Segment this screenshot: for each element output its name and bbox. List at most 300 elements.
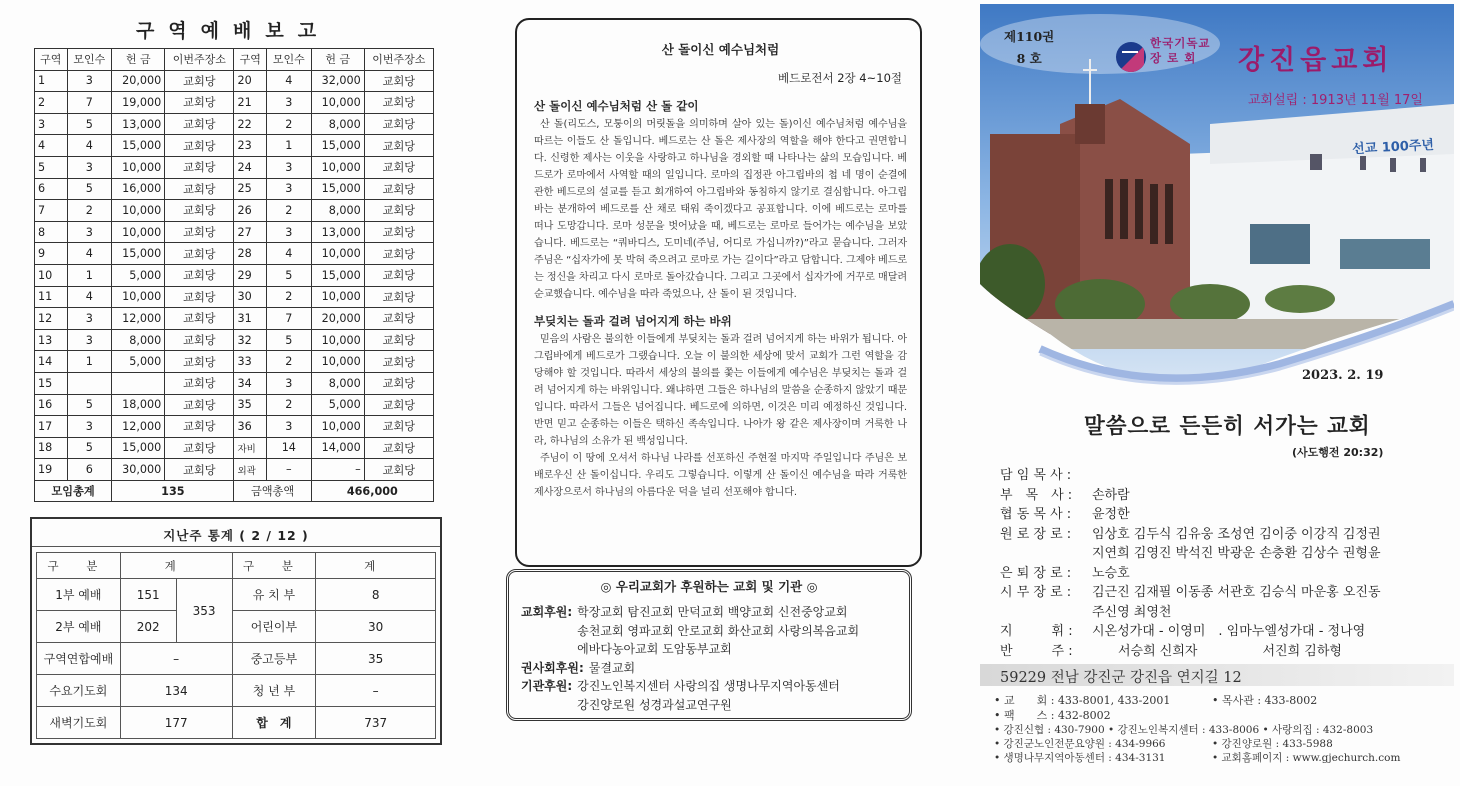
staff-names: 김근진 김재필 이동종 서관호 김승식 마운홍 오진동: [1092, 585, 1381, 600]
report-cell: 5: [67, 113, 112, 135]
staff-role: 지 휘 :: [1000, 624, 1073, 639]
sermon-heading-1: 산 돌이신 예수님처럼 산 돌 같이: [534, 99, 699, 113]
staff-row: [1000, 505, 1450, 525]
report-cell: 28: [234, 243, 267, 265]
staff-names: [1092, 466, 1450, 486]
district-report-table: [34, 48, 434, 502]
report-cell: 5,000: [112, 264, 165, 286]
weekly-row-label-right: 유 치 부: [232, 579, 316, 611]
staff-role: 시 무 장 로 :: [1000, 585, 1072, 600]
staff-names: 윤정한: [1092, 507, 1130, 522]
contact-facilities: • 강진신협 : 430-7900 • 강진노인복지센터 : 433-8006 • 사랑의집 : 432-8003: [994, 724, 1374, 736]
report-row: [35, 92, 434, 114]
report-row: [35, 221, 434, 243]
report-cell: 15: [35, 372, 68, 394]
report-row: [35, 113, 434, 135]
report-cell: 10,000: [311, 286, 364, 308]
weekly-row-value: 151: [120, 579, 176, 611]
report-column-header: 구역: [234, 49, 267, 71]
report-cell: 21: [234, 92, 267, 114]
report-cell: 5: [35, 156, 68, 178]
staff-names: 주신영 최영천: [1092, 604, 1172, 620]
weekly-row-value-right: –: [316, 675, 436, 707]
report-cell: 10,000: [311, 351, 364, 373]
report-row: [35, 135, 434, 157]
address-line: 59229 전남 강진군 강진읍 연지길 12: [1000, 670, 1242, 686]
report-cell: 6: [67, 459, 112, 481]
denomination-line-1: 한국기독교: [1150, 36, 1211, 50]
weekly-row: [37, 611, 436, 643]
report-cell: 3: [266, 221, 311, 243]
founded-date: 교회설립 : 1913년 11월 17일: [1248, 93, 1423, 108]
report-cell: 교회당: [364, 437, 433, 459]
weekly-row-value: –: [120, 643, 232, 675]
report-row: [35, 329, 434, 351]
report-cell: 8,000: [311, 113, 364, 135]
report-cell: 35: [234, 394, 267, 416]
weekly-stats-box: [30, 517, 442, 745]
staff-role: [1000, 603, 1092, 623]
weekly-row-value-right: 737: [316, 707, 436, 739]
supporters-title: ◎ 우리교회가 후원하는 교회 및 기관 ◎: [600, 579, 818, 594]
weekly-row: [37, 579, 436, 611]
report-row: [35, 308, 434, 330]
report-row: [35, 264, 434, 286]
contact-nursing: • 강진군노인전문요양원 : 434-9966: [994, 738, 1166, 750]
report-row: [35, 156, 434, 178]
org-support-line: 강진노인복지센터 사랑의집 생명나무지역아동센터: [577, 679, 840, 693]
report-cell: 3: [67, 70, 112, 92]
sermon-paragraph-2: 믿음의 사람은 불의한 이들에게 부딪치는 돌과 걸려 넘어지게 하는 바위가 됩니다. 아그립바에게 베드로가 그랬습니다. 오늘 이 불의한 세상에 맞서 교회가 그런 역할을 감당해야 할 것입니다. 따라서 세상의 불의를 쫓는 이들에게 예수님은 부딪치는 돌과 걸려 넘어지게 하는 바위입니다. 왜냐하면 그들은 하나님의 말씀을 순종하지 않았기 때문입니다. 따라서 그들은 넘어집니다. 베드로에 의하면, 이것은 미리 예정하신 것입니다. 반면 믿고 순종하는 이들은 택하신 족속입니다. 나아가 왕 같은 제사장이며 거룩한 나라, 하나님의 소유가 된 백성입니다.: [534, 334, 907, 447]
staff-row: [1000, 486, 1450, 506]
report-row: [35, 243, 434, 265]
report-cell: –: [266, 459, 311, 481]
report-cell: 교회당: [364, 351, 433, 373]
report-cell: 5,000: [112, 351, 165, 373]
report-column-header: 모인수: [67, 49, 112, 71]
report-cell: 교회당: [364, 243, 433, 265]
weekly-row-label: 수요기도회: [37, 675, 121, 707]
right-panel: [980, 4, 1454, 784]
church-support-row: [521, 603, 897, 659]
report-cell: 교회당: [364, 308, 433, 330]
weekly-row-value: 202: [120, 611, 176, 643]
weekly-service-total: 353: [176, 579, 232, 643]
report-cell: 4: [67, 286, 112, 308]
report-cell: 15,000: [112, 135, 165, 157]
report-cell: 10,000: [112, 221, 165, 243]
staff-names: 손하람: [1092, 487, 1130, 503]
report-cell: 19,000: [112, 92, 165, 114]
report-cell: 12,000: [112, 308, 165, 330]
sermon-reference: 베드로전서 2장 4~10절: [778, 71, 902, 85]
report-row: [35, 178, 434, 200]
church-support-label: 교회후원:: [521, 605, 573, 619]
report-cell: 3: [266, 156, 311, 178]
report-cell: 14: [266, 437, 311, 459]
report-cell: 4: [67, 135, 112, 157]
report-cell: 12,000: [112, 416, 165, 438]
report-cell: 교회당: [165, 416, 234, 438]
weekly-h-count: 계: [120, 553, 232, 579]
report-cell: 3: [67, 156, 112, 178]
report-cell: 교회당: [364, 200, 433, 222]
report-cell: 29: [234, 264, 267, 286]
weekly-header-row: [37, 553, 436, 579]
report-cell: 5: [266, 329, 311, 351]
report-column-header: 모인수: [266, 49, 311, 71]
report-cell: –: [311, 459, 364, 481]
denomination-logo-icon: [1116, 42, 1146, 72]
report-cell: 교회당: [364, 70, 433, 92]
report-cell: 교회당: [364, 394, 433, 416]
staff-row: [1000, 603, 1450, 623]
report-cell: 18: [35, 437, 68, 459]
staff-row: [1000, 642, 1450, 662]
report-cell: 2: [266, 200, 311, 222]
weekly-row: [37, 643, 436, 675]
report-cell: 1: [266, 135, 311, 157]
weekly-row: [37, 675, 436, 707]
report-cell: 3: [266, 372, 311, 394]
report-cell: 18,000: [112, 394, 165, 416]
report-cell: 25: [234, 178, 267, 200]
report-cell: 9: [35, 243, 68, 265]
staff-row: [1000, 564, 1450, 584]
church-support-line: 학장교회 탐진교회 만덕교회 백양교회 신전중앙교회: [577, 605, 848, 619]
weekly-row-label: 새벽기도회: [37, 707, 121, 739]
weekly-row-label-right: 청 년 부: [232, 675, 316, 707]
report-cell: 3: [266, 178, 311, 200]
weekly-h-count-2: 계: [316, 553, 436, 579]
staff-role: 은 퇴 장 로 :: [1000, 565, 1072, 581]
report-cell: 3: [67, 329, 112, 351]
left-panel: [28, 14, 438, 730]
weekly-stats-title: 지난주 통계 ( 2 / 12 ): [32, 525, 440, 547]
staff-list: [1000, 466, 1450, 661]
report-cell: 교회당: [364, 264, 433, 286]
sermon-paragraph-1: 산 돌(리도스, 모퉁이의 머릿돌을 의미하며 살아 있는 돌)이신 예수님처럼 예수님을 따르는 이들도 산 돌입니다. 베드로는 산 돌은 제사장의 역할을 해야 한다고 권면합니다. 신령한 제사는 이웃을 사랑하고 하나님을 경외할 때 나타나는 삶의 모습입니다. 베드로가 로마에서 사역할 때의 일입니다. 로마의 집정관 아그립바의 첩 네 명이 순결에 관한 베드로의 설교를 듣고 회개하여 아그립바와 동침하지 않기로 결심합니다. 아그립바는 분개하여 베드로를 산 채로 태워 죽이겠다고 공표합니다. 이에 베드로는 로마를 떠나 도망갑니다. 로마 성문을 벗어났을 때, 베드로는 로마로 들어가는 예수님을 보았습니다. 베드로는 “쿼바디스, 도미네(주님, 어디로 가십니까?)”라고 묻습니다. 그러자 주님은 “십자가에 못 박혀 죽으려고 로마로 가는 길이다”라고 답합니다. 그제야 베드로는 정신을 차리고 다시 로마로 돌아갔습니다. 그리고 그곳에서 십자가에 거꾸로 매달려 순교했습니다. 예수님을 따라 죽었으나, 산 돌이 된 것입니다.: [534, 119, 907, 300]
report-cell: 3: [67, 416, 112, 438]
amount-total: 466,000: [311, 480, 433, 502]
report-cell: 교회당: [165, 372, 234, 394]
report-cell: 10,000: [112, 156, 165, 178]
weekly-row-label-right: 합 계: [232, 707, 316, 739]
report-cell: 교회당: [364, 416, 433, 438]
staff-names: 시온성가대 - 이영미 . 임마누엘성가대 - 정나영: [1092, 624, 1366, 639]
report-cell: 교회당: [165, 286, 234, 308]
report-cell: [67, 372, 112, 394]
weekly-row-value-right: 8: [316, 579, 436, 611]
contact-homepage: • 교회홈페이지 : www.gjechurch.com: [1212, 752, 1401, 764]
report-cell: 교회당: [165, 200, 234, 222]
report-cell: 10,000: [112, 286, 165, 308]
report-cell: 30,000: [112, 459, 165, 481]
report-cell: 32: [234, 329, 267, 351]
weekly-row-label: 구역연합예배: [37, 643, 121, 675]
staff-role: 부 목 사 :: [1000, 487, 1073, 503]
org-support-row: [521, 677, 897, 714]
weekly-h-category: 구 분: [37, 553, 121, 579]
report-cell: 15,000: [112, 243, 165, 265]
staff-names: 노승호: [1092, 565, 1130, 581]
weekly-row-label: 2부 예배: [37, 611, 121, 643]
total-label: 모임총계: [35, 480, 112, 502]
report-cell: 교회당: [165, 135, 234, 157]
staff-row: [1000, 466, 1450, 486]
report-cell: 교회당: [364, 135, 433, 157]
report-cell: 27: [234, 221, 267, 243]
staff-role: 담 임 목 사 :: [1000, 468, 1072, 483]
sermon-paragraph-3: 주님이 이 땅에 오셔서 하나님 나라를 선포하신 주현절 마지막 주일입니다 주님은 보배로우신 산 돌이십니다. 우리도 그렇습니다. 이렇게 산 돌이신 예수님을 따라 거룩한 제사장으로서 하나님의 아름다운 덕을 널리 선포해야 합니다.: [534, 453, 907, 498]
report-cell: 15,000: [311, 135, 364, 157]
report-cell: 1: [35, 70, 68, 92]
report-column-header: 구역: [35, 49, 68, 71]
report-cell: 10,000: [311, 329, 364, 351]
report-cell: 5: [266, 264, 311, 286]
weekly-row-label-right: 어린이부: [232, 611, 316, 643]
report-cell: 2: [266, 286, 311, 308]
report-cell: 3: [67, 308, 112, 330]
report-cell: 1: [67, 351, 112, 373]
report-row: [35, 372, 434, 394]
report-cell: 1: [67, 264, 112, 286]
sermon-box: [515, 18, 922, 567]
report-cell: 외곽: [234, 459, 267, 481]
report-cell: 교회당: [165, 437, 234, 459]
contact-fax: • 팩 스 : 432-8002: [994, 709, 1111, 722]
report-cell: 26: [234, 200, 267, 222]
org-support-line: 강진양로원 성경과설교연구원: [577, 697, 732, 712]
report-body: [35, 70, 434, 480]
report-cell: 32,000: [311, 70, 364, 92]
staff-role: 반 주 :: [1000, 643, 1073, 659]
mission-banner: 선교 100주년: [1351, 137, 1435, 158]
report-cell: 23: [234, 135, 267, 157]
sermon-title: 산 돌이신 예수님처럼: [661, 42, 780, 57]
report-cell: 4: [266, 70, 311, 92]
weekly-row-value: 177: [120, 707, 232, 739]
report-cell: 2: [266, 351, 311, 373]
report-cell: 11: [35, 286, 68, 308]
report-cell: 5,000: [311, 394, 364, 416]
report-row: [35, 459, 434, 481]
report-cell: 3: [67, 221, 112, 243]
report-cell: 8: [35, 221, 68, 243]
bulletin-date: 2023. 2. 19: [1302, 368, 1384, 383]
church-banner: [980, 4, 1454, 404]
report-cell: 13,000: [112, 113, 165, 135]
report-cell: 5: [67, 394, 112, 416]
report-row: [35, 70, 434, 92]
report-cell: 10: [35, 264, 68, 286]
report-column-header: 이번주장소: [165, 49, 234, 71]
report-total-row: [35, 480, 434, 502]
report-cell: 3: [266, 92, 311, 114]
staff-role: 협 동 목 사 :: [1000, 507, 1072, 522]
report-cell: 33: [234, 351, 267, 373]
report-cell: 20,000: [112, 70, 165, 92]
report-row: [35, 437, 434, 459]
report-cell: 4: [266, 243, 311, 265]
staff-row: [1000, 622, 1450, 642]
report-cell: 6: [35, 178, 68, 200]
report-cell: 2: [35, 92, 68, 114]
report-cell: 16,000: [112, 178, 165, 200]
church-support-line: 송천교회 영파교회 안로교회 화산교회 사랑의복음교회: [577, 623, 860, 638]
report-cell: 8,000: [311, 372, 364, 394]
report-cell: 교회당: [165, 178, 234, 200]
report-cell: 교회당: [364, 459, 433, 481]
report-cell: 15,000: [311, 264, 364, 286]
contact-elderly-home: • 강진양로원 : 433-5988: [1212, 738, 1333, 750]
address-block: [980, 664, 1454, 770]
staff-row: [1000, 544, 1450, 564]
report-cell: 교회당: [165, 351, 234, 373]
report-cell: 7: [35, 200, 68, 222]
report-cell: 19: [35, 459, 68, 481]
report-cell: 5: [67, 178, 112, 200]
report-cell: 5: [67, 437, 112, 459]
report-cell: 10,000: [311, 156, 364, 178]
report-cell: 3: [266, 416, 311, 438]
report-cell: 13: [35, 329, 68, 351]
report-header-row: [35, 49, 434, 71]
report-cell: 교회당: [165, 243, 234, 265]
contact-children-center: • 생명나무지역아동센터 : 434-3131: [994, 752, 1166, 764]
report-cell: 8,000: [311, 200, 364, 222]
exhorter-support-label: 권사회후원:: [521, 660, 584, 675]
report-cell: 교회당: [165, 459, 234, 481]
weekly-stats-table: [36, 552, 436, 739]
report-cell: 13,000: [311, 221, 364, 243]
report-cell: 교회당: [364, 221, 433, 243]
report-cell: 교회당: [165, 113, 234, 135]
supporters-box: [506, 569, 912, 721]
report-cell: 2: [266, 113, 311, 135]
report-cell: 교회당: [364, 372, 433, 394]
report-cell: 16: [35, 394, 68, 416]
report-cell: 8,000: [112, 329, 165, 351]
report-cell: 10,000: [311, 92, 364, 114]
church-name: 강진읍교회: [1238, 45, 1394, 76]
report-cell: 교회당: [364, 92, 433, 114]
report-cell: 교회당: [364, 329, 433, 351]
staff-names: 임상호 김두식 김유웅 조성연 김이중 이강직 김정권: [1092, 526, 1381, 542]
report-row: [35, 286, 434, 308]
weekly-h-category-2: 구 분: [232, 553, 316, 579]
report-row: [35, 351, 434, 373]
report-column-header: 이번주장소: [364, 49, 433, 71]
denomination-line-2: 장 로 회: [1150, 51, 1197, 65]
issue-label: 8 호: [1016, 51, 1042, 66]
weekly-row-label-right: 중고등부: [232, 643, 316, 675]
staff-role: 원 로 장 로 :: [1000, 526, 1072, 542]
motto-reference: (사도행전 20:32): [1292, 446, 1384, 459]
weekly-row-label: 1부 예배: [37, 579, 121, 611]
report-cell: 7: [67, 92, 112, 114]
report-column-header: 헌 금: [311, 49, 364, 71]
weekly-row-value: 134: [120, 675, 232, 707]
report-cell: 31: [234, 308, 267, 330]
report-cell: 10,000: [311, 243, 364, 265]
report-cell: 12: [35, 308, 68, 330]
staff-row: [1000, 525, 1450, 545]
report-cell: 교회당: [364, 286, 433, 308]
denomination-name: [1150, 36, 1211, 66]
report-cell: 30: [234, 286, 267, 308]
report-cell: 4: [67, 243, 112, 265]
report-row: [35, 394, 434, 416]
report-cell: 15,000: [311, 178, 364, 200]
staff-row: [1000, 583, 1450, 603]
exhorter-support-row: [521, 659, 897, 678]
report-row: [35, 200, 434, 222]
report-cell: 36: [234, 416, 267, 438]
report-cell: 17: [35, 416, 68, 438]
staff-role: [1000, 544, 1092, 564]
report-cell: 20,000: [311, 308, 364, 330]
total-count: 135: [112, 480, 234, 502]
report-cell: 교회당: [165, 92, 234, 114]
sermon-heading-2: 부딪치는 돌과 걸려 넘어지게 하는 바위: [534, 314, 732, 328]
report-cell: 10,000: [311, 416, 364, 438]
report-cell: 2: [266, 394, 311, 416]
weekly-row: [37, 707, 436, 739]
report-cell: 3: [35, 113, 68, 135]
staff-names: 지연희 김영진 박석진 박광운 손충환 김상수 권형윤: [1092, 546, 1381, 561]
report-cell: 14: [35, 351, 68, 373]
report-cell: 교회당: [165, 156, 234, 178]
report-cell: 교회당: [165, 70, 234, 92]
contact-church: • 교 회 : 433-8001, 433-2001: [994, 694, 1171, 707]
report-cell: 교회당: [165, 394, 234, 416]
volume-number: [1004, 26, 1054, 70]
amount-label: 금액총액: [234, 480, 311, 502]
report-cell: 교회당: [165, 329, 234, 351]
staff-names: 서승희 신희자 서진희 김하형: [1092, 643, 1342, 659]
weekly-row-value-right: 30: [316, 611, 436, 643]
church-support-line: 에바다농아교회 도암동부교회: [577, 642, 732, 656]
report-cell: 2: [67, 200, 112, 222]
report-cell: 교회당: [364, 178, 433, 200]
report-cell: 7: [266, 308, 311, 330]
report-cell: 10,000: [112, 200, 165, 222]
report-title: 구역예배보고: [135, 20, 331, 42]
report-cell: 교회당: [165, 221, 234, 243]
report-cell: 교회당: [165, 308, 234, 330]
report-cell: 교회당: [364, 156, 433, 178]
report-cell: [112, 372, 165, 394]
report-cell: 14,000: [311, 437, 364, 459]
report-cell: 자비: [234, 437, 267, 459]
report-cell: 22: [234, 113, 267, 135]
report-cell: 15,000: [112, 437, 165, 459]
report-cell: 24: [234, 156, 267, 178]
report-cell: 4: [35, 135, 68, 157]
contact-manse: • 목사관 : 433-8002: [1212, 694, 1318, 707]
volume-label: 제110권: [1004, 29, 1055, 44]
org-support-label: 기관후원:: [521, 679, 573, 693]
church-motto: 말씀으로 든든히 서가는 교회: [1084, 414, 1371, 439]
report-cell: 34: [234, 372, 267, 394]
report-row: [35, 416, 434, 438]
report-cell: 20: [234, 70, 267, 92]
report-column-header: 헌 금: [112, 49, 165, 71]
exhorter-support-value: 물결교회: [588, 660, 636, 675]
report-cell: 교회당: [364, 113, 433, 135]
weekly-row-value-right: 35: [316, 643, 436, 675]
